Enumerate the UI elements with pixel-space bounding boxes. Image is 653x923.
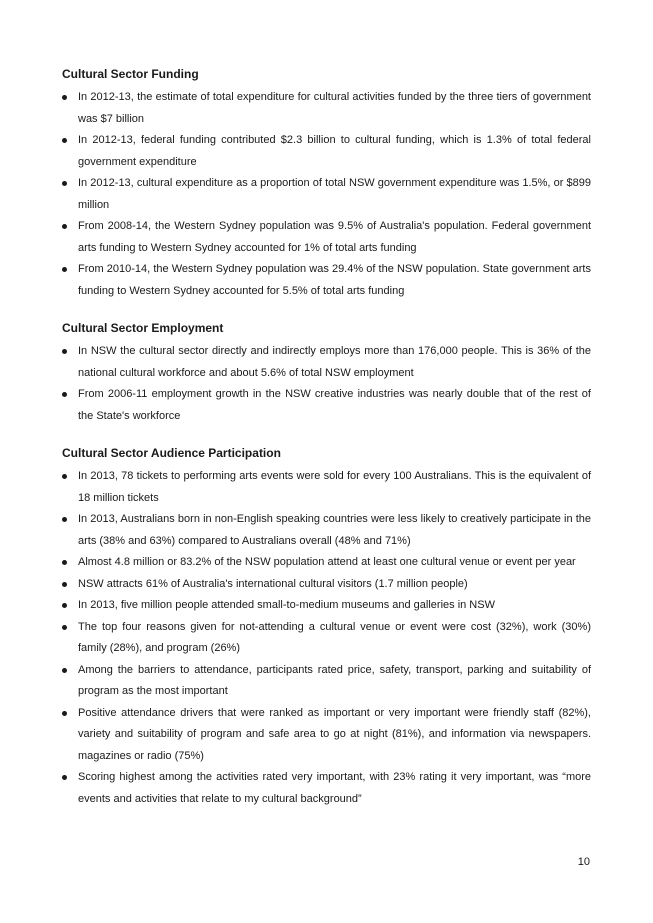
list-item-text: In 2012-13, cultural expenditure as a proportion of total NSW government expenditure was 1.5%, or $899 million [78,177,591,211]
list-item-text: In 2013, Australians born in non-English speaking countries were less likely to creatively participate in the arts (38% and 63%) compared to Australians overall (48% and 71%) [78,513,591,547]
section-heading: Cultural Sector Audience Participation [62,446,281,460]
bullet-icon [62,582,67,587]
list-item [62,595,591,617]
list-item [62,552,591,574]
bullet-icon [62,625,67,630]
section-cultural-sector-audience-participation [62,445,591,810]
list-item-text: Scoring highest among the activities rated very important, with 23% rating it very important, was “more events and activities that relate to my cultural background” [78,771,591,805]
bullet-icon [62,138,67,143]
list-item [62,703,591,768]
list-item-text: In 2012-13, the estimate of total expenditure for cultural activities funded by the three tiers of government was $7 billion [78,91,591,125]
list-item [62,466,591,509]
list-item-text: In NSW the cultural sector directly and indirectly employs more than 176,000 people. This is 36% of the national cultural workforce and about 5.6% of total NSW employment [78,345,591,379]
bullet-icon [62,349,67,354]
list-item [62,767,591,810]
list-item [62,173,591,216]
bullet-icon [62,517,67,522]
list-item [62,660,591,703]
list-item [62,384,591,427]
bullet-icon [62,95,67,100]
bullet-list [62,466,591,810]
section-heading: Cultural Sector Employment [62,321,224,335]
list-item-text: In 2012-13, federal funding contributed $2.3 billion to cultural funding, which is 1.3% of total federal government expenditure [78,134,591,168]
list-item-text: In 2013, 78 tickets to performing arts events were sold for every 100 Australians. This is the equivalent of 18 million tickets [78,470,591,504]
list-item-text: From 2008-14, the Western Sydney population was 9.5% of Australia's population. Federal government arts funding to Western Sydney accounted for 1% of total arts funding [78,220,591,254]
bullet-icon [62,560,67,565]
bullet-list [62,87,591,302]
document-body [62,66,591,828]
bullet-icon [62,775,67,780]
bullet-icon [62,603,67,608]
bullet-icon [62,711,67,716]
list-item [62,87,591,130]
section-heading: Cultural Sector Funding [62,67,199,81]
list-item-text: Almost 4.8 million or 83.2% of the NSW population attend at least one cultural venue or event per year [78,556,576,568]
section-cultural-sector-employment [62,320,591,427]
list-item [62,130,591,173]
list-item-text: Among the barriers to attendance, participants rated price, safety, transport, parking and suitability of program as the most important [78,663,591,697]
page-number: 10 [577,856,590,868]
list-item [62,574,591,596]
list-item-text: From 2006-11 employment growth in the NSW creative industries was nearly double that of the rest of the State's workforce [78,388,591,422]
bullet-icon [62,392,67,397]
bullet-icon [62,267,67,272]
bullet-icon [62,181,67,186]
list-item-text: The top four reasons given for not-attending a cultural venue or event were cost (32%), work (30%) family (28%), and program (26%) [78,620,591,654]
list-item-text: Positive attendance drivers that were ranked as important or very important were friendly staff (82%), variety and suitability of program and safe area to go at night (81%), and information via newspapers. magazines or radio (75%) [78,706,591,762]
list-item-text: From 2010-14, the Western Sydney population was 29.4% of the NSW population. State government arts funding to Western Sydney accounted for 5.5% of total arts funding [78,263,591,297]
list-item [62,509,591,552]
list-item [62,617,591,660]
list-item-text: NSW attracts 61% of Australia's international cultural visitors (1.7 million people) [78,577,468,590]
bullet-list [62,341,591,427]
section-cultural-sector-funding [62,66,591,302]
bullet-icon [62,474,67,479]
bullet-icon [62,668,67,673]
list-item [62,259,591,302]
list-item-text: In 2013, five million people attended small-to-medium museums and galleries in NSW [78,599,495,611]
list-item [62,216,591,259]
list-item [62,341,591,384]
bullet-icon [62,224,67,229]
